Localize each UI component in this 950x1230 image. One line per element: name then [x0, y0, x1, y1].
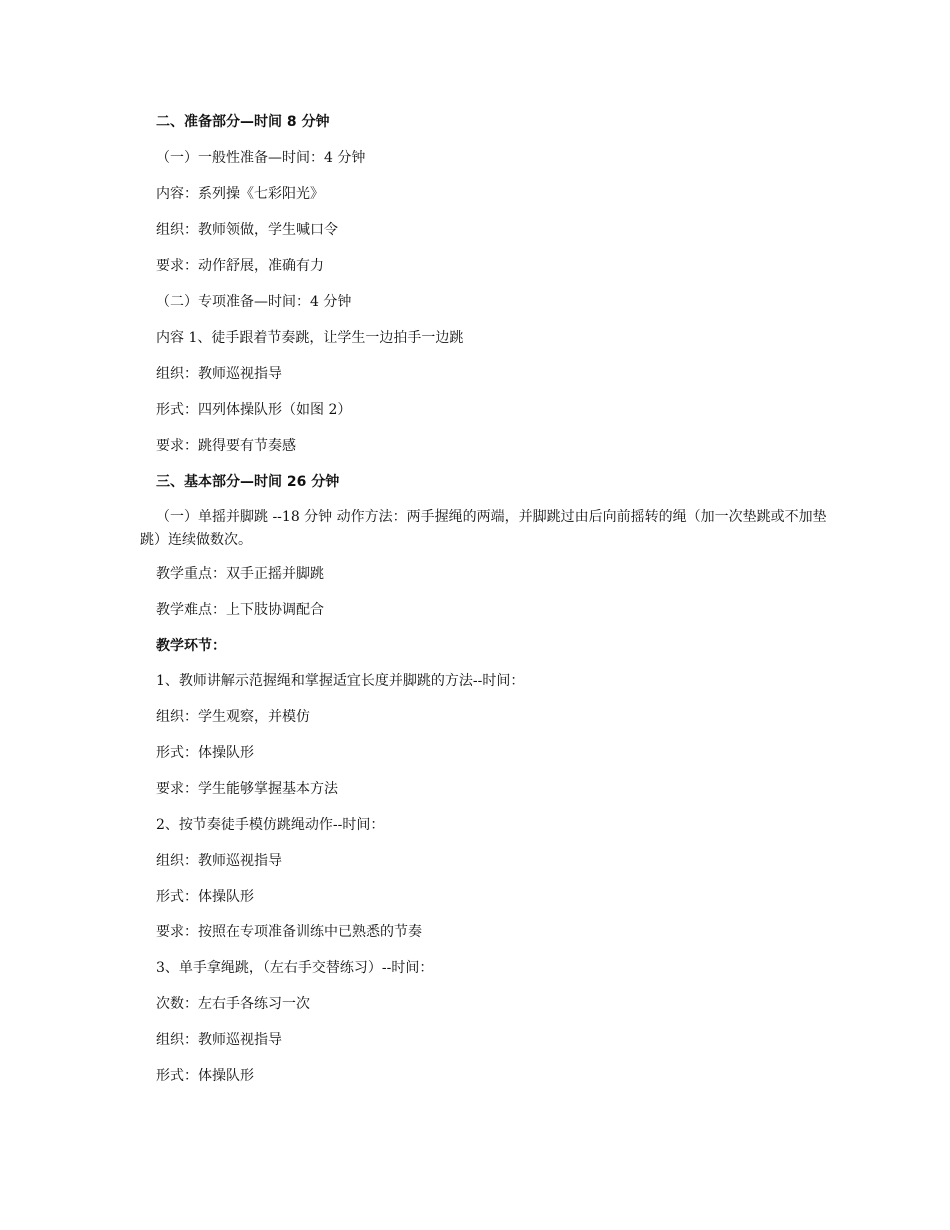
organization-line: 组织：教师巡视指导 [156, 1032, 282, 1048]
content-line: 内容 1、徒手跟着节奏跳，让学生一边拍手一边跳 [156, 330, 464, 346]
requirement-line: 要求：跳得要有节奏感 [156, 438, 296, 454]
step-3-line: 3、单手拿绳跳，（左右手交替练习）--时间： [156, 960, 434, 976]
section-heading-preparation: 二、准备部分—时间 8 分钟 [156, 114, 330, 130]
subheading-general-preparation: （一）一般性准备—时间：4 分钟 [156, 150, 366, 166]
format-line: 形式：体操队形 [156, 889, 254, 905]
teaching-difficulty-line: 教学难点：上下肢协调配合 [156, 602, 324, 618]
organization-line: 组织：教师领做，学生喊口令 [156, 222, 338, 238]
organization-line: 组织：教师巡视指导 [156, 853, 282, 869]
exercise-description-paragraph: （一）单摇并脚跳 --18 分钟 动作方法：两手握绳的两端，并脚跳过由后向前摇转的绳（加一次垫跳或不加垫跳）连续做数次。 [140, 509, 827, 548]
subheading-special-preparation: （二）专项准备—时间：4 分钟 [156, 294, 352, 310]
organization-line: 组织：教师巡视指导 [156, 366, 282, 382]
requirement-line: 要求：动作舒展，准确有力 [156, 258, 324, 274]
teaching-focus-line: 教学重点：双手正摇并脚跳 [156, 566, 324, 582]
requirement-line: 要求：按照在专项准备训练中已熟悉的节奏 [156, 924, 422, 940]
requirement-line: 要求：学生能够掌握基本方法 [156, 781, 338, 797]
step-2-line: 2、按节奏徒手模仿跳绳动作--时间： [156, 817, 385, 833]
section-heading-basic: 三、基本部分—时间 26 分钟 [156, 474, 340, 490]
content-line: 内容：系列操《七彩阳光》 [156, 186, 324, 202]
format-line: 形式：体操队形 [156, 745, 254, 761]
teaching-steps-heading: 教学环节： [156, 638, 226, 654]
format-line: 形式：体操队形 [156, 1068, 254, 1084]
count-line: 次数：左右手各练习一次 [156, 996, 310, 1012]
step-1-line: 1、教师讲解示范握绳和掌握适宜长度并脚跳的方法--时间： [156, 673, 525, 689]
format-line: 形式：四列体操队形（如图 2） [156, 402, 352, 418]
organization-line: 组织：学生观察，并模仿 [156, 709, 310, 725]
